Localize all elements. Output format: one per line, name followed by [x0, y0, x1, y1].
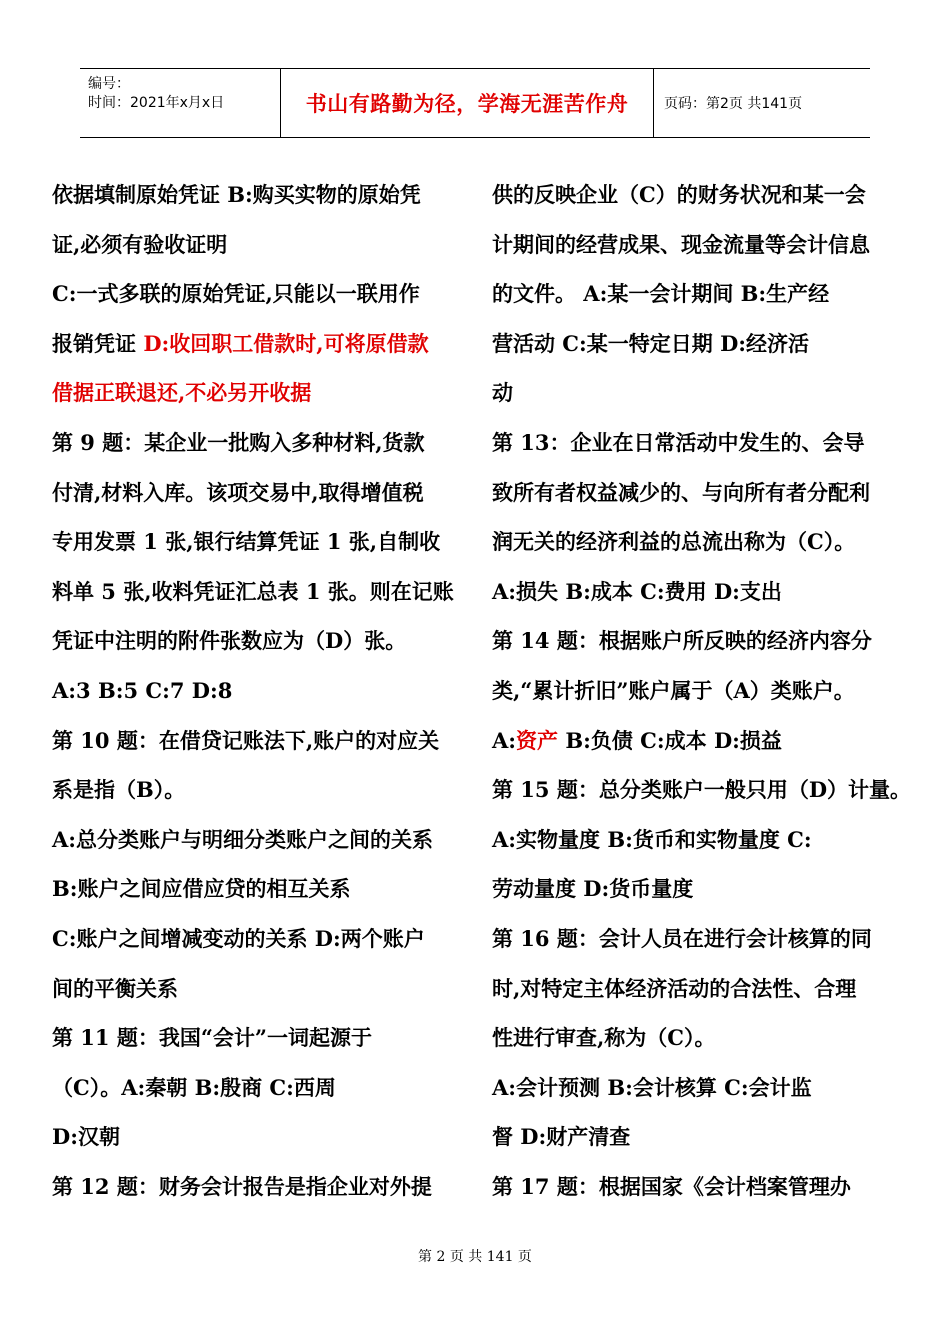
line-text: （C）。A:秦朝 B:殷商 C:西周	[52, 1074, 336, 1100]
text-line	[52, 616, 472, 666]
highlighted-answer: 资产	[516, 727, 559, 753]
text-line	[492, 170, 912, 220]
text-line	[492, 418, 912, 468]
line-text: 督 D:财产清查	[492, 1124, 631, 1150]
text-line	[52, 765, 472, 815]
line-text: A:	[492, 727, 517, 753]
line-text: 时,对特定主体经济活动的合法性、合理	[492, 975, 857, 1001]
line-text: 依据填制原始凭证 B:购买实物的原始凭	[52, 182, 421, 207]
line-text: C:账户之间增减变动的关系 D:两个账户	[52, 925, 425, 951]
text-line	[492, 468, 912, 518]
text-line	[492, 1063, 912, 1113]
text-line	[492, 765, 912, 815]
line-text: A:损失 B:成本 C:费用 D:支出	[492, 578, 782, 604]
line-text: 供的反映企业（C）的财务状况和某一会	[492, 182, 866, 207]
line-text: 润无关的经济利益的总流出称为（C）。	[492, 529, 856, 555]
text-line	[492, 220, 912, 270]
line-text: 计期间的经营成果、现金流量等会计信息	[492, 231, 870, 257]
text-line	[52, 1112, 472, 1162]
header-motto: 书山有路勤为径，学海无涯苦作舟	[305, 91, 629, 116]
line-text: 证,必须有验收证明	[52, 231, 228, 257]
line-text: 第 16 题：会计人员在进行会计核算的同	[492, 925, 872, 951]
highlighted-answer: 借据正联退还,不必另开收据	[52, 380, 312, 406]
line-text: A:3 B:5 C:7 D:8	[52, 677, 233, 703]
line-text: 料单 5 张,收料凭证汇总表 1 张。则在记账	[52, 578, 454, 604]
text-line	[52, 468, 472, 518]
text-line	[492, 616, 912, 666]
text-line	[492, 269, 912, 319]
line-text: 的文件。 A:某一会计期间 B:生产经	[492, 281, 830, 307]
line-text: 性进行审查,称为（C）。	[492, 1025, 716, 1051]
text-line	[52, 368, 472, 418]
line-text: 第 14 题：根据账户所反映的经济内容分	[492, 628, 872, 654]
line-text: 专用发票 1 张,银行结算凭证 1 张,自制收	[52, 529, 441, 555]
line-text: B:账户之间应借应贷的相互关系	[52, 876, 351, 902]
left-text-column	[52, 170, 472, 1211]
text-line	[52, 517, 472, 567]
text-line	[52, 914, 472, 964]
line-text: 动	[492, 380, 513, 406]
page-header	[80, 68, 870, 138]
text-line	[492, 1162, 912, 1212]
text-line	[492, 319, 912, 369]
text-line	[52, 864, 472, 914]
page-footer: 第 2 页 共 141 页	[418, 1249, 532, 1265]
line-text: 第 12 题：财务会计报告是指企业对外提	[52, 1173, 432, 1199]
line-text: 致所有者权益减少的、与向所有者分配利	[492, 479, 870, 505]
line-text: D:汉朝	[52, 1124, 120, 1150]
document-code-label: 编号：	[88, 76, 130, 92]
text-line	[52, 1013, 472, 1063]
header-page-info: 页码：第2页 共141页	[664, 96, 803, 112]
text-line	[492, 666, 912, 716]
text-line	[52, 170, 472, 220]
text-line	[492, 517, 912, 567]
text-line	[52, 269, 472, 319]
line-text-after: B:负债 C:成本 D:损益	[558, 727, 782, 753]
line-text: 第 17 题：根据国家《会计档案管理办	[492, 1173, 851, 1199]
highlighted-answer: D:收回职工借款时,可将原借款	[143, 330, 429, 356]
text-line	[492, 368, 912, 418]
line-text: A:实物量度 B:货币和实物量度 C:	[492, 826, 812, 852]
text-line	[52, 1162, 472, 1212]
text-line	[492, 567, 912, 617]
line-text: 营活动 C:某一特定日期 D:经济活	[492, 330, 810, 356]
text-line	[492, 1013, 912, 1063]
line-text: 第 15 题：总分类账户一般只用（D）计量。	[492, 777, 912, 803]
line-text: 付清,材料入库。该项交易中,取得增值税	[52, 479, 424, 505]
line-text: 第 13：企业在日常活动中发生的、会导	[492, 429, 865, 455]
line-text: 系是指（B）。	[52, 777, 186, 803]
text-line	[52, 716, 472, 766]
line-text: 第 10 题：在借贷记账法下,账户的对应关	[52, 727, 440, 753]
line-text: A:会计预测 B:会计核算 C:会计监	[492, 1074, 812, 1100]
text-line	[52, 418, 472, 468]
header-motto-cell	[281, 69, 654, 137]
line-text: C:一式多联的原始凭证,只能以一联用作	[52, 281, 420, 307]
text-line	[52, 964, 472, 1014]
line-text: 第 9 题：某企业一批购入多种材料,货款	[52, 429, 425, 455]
text-line	[492, 914, 912, 964]
text-line	[52, 666, 472, 716]
line-text: A:总分类账户与明细分类账户之间的关系	[52, 826, 434, 852]
line-text: 凭证中注明的附件张数应为（D）张。	[52, 628, 407, 654]
text-line	[492, 1112, 912, 1162]
line-text: 报销凭证	[52, 330, 144, 356]
line-text: 类,“累计折旧”账户属于（A）类账户。	[492, 677, 855, 703]
text-line	[52, 319, 472, 369]
header-meta	[80, 69, 281, 137]
header-page-cell	[654, 69, 880, 137]
text-line	[52, 815, 472, 865]
text-line	[492, 716, 912, 766]
right-text-column	[492, 170, 912, 1211]
text-line	[52, 1063, 472, 1113]
text-line	[52, 567, 472, 617]
line-text: 劳动量度 D:货币量度	[492, 876, 694, 902]
document-time-label: 时间：2021年x月x日	[88, 95, 225, 111]
line-text: 第 11 题：我国“会计”一词起源于	[52, 1025, 373, 1051]
text-line	[492, 964, 912, 1014]
text-line	[492, 815, 912, 865]
text-line	[492, 864, 912, 914]
text-line	[52, 220, 472, 270]
line-text: 间的平衡关系	[52, 975, 178, 1001]
